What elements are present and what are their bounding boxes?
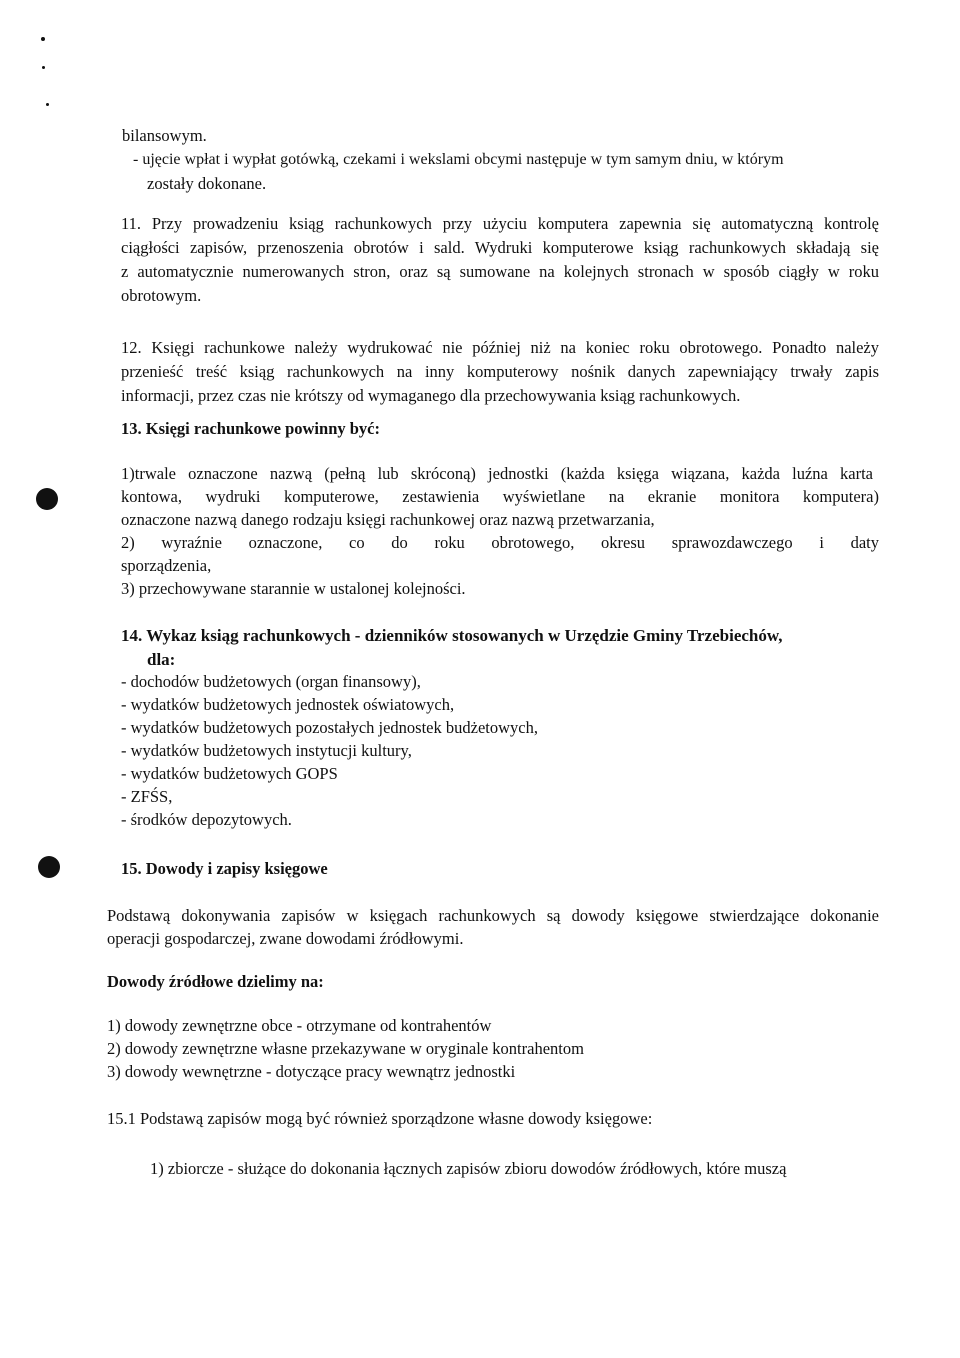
section-15-heading: 15. Dowody i zapisy księgowe <box>121 859 328 878</box>
list-item: 2) dowody zewnętrzne własne przekazywane w oryginale kontrahentom <box>107 1039 584 1058</box>
section-14-heading: 14. Wykaz ksiąg rachunkowych - dzienników stosowanych w Urzędzie Gminy Trzebiechów, <box>121 626 783 645</box>
binder-hole-icon <box>36 488 58 510</box>
intro-line: - ujęcie wpłat i wypłat gotówką, czekami i wekslami obcymi następuje w tym samym dniu, w którym <box>133 151 784 168</box>
section-15-1-item: 1) zbiorcze - służące do dokonania łącznych zapisów zbioru dowodów źródłowych, które muszą <box>150 1159 787 1178</box>
section-12-line: przenieść treść ksiąg rachunkowych na inny komputerowy nośnik danych zapewniający trwały zapis <box>121 362 879 381</box>
section-15-paragraph: Podstawą dokonywania zapisów w księgach rachunkowych są dowody księgowe stwierdzające dokonanie <box>107 906 879 925</box>
section-13-heading: 13. Księgi rachunkowe powinny być: <box>121 419 380 438</box>
intro-line: zostały dokonane. <box>147 174 267 193</box>
list-item: - wydatków budżetowych instytucji kultury, <box>121 741 412 760</box>
section-13-item-1: kontowa, wydruki komputerowe, zestawienia wyświetlane na ekranie monitora komputera) <box>121 487 879 506</box>
section-13-item-2: 2) wyraźnie oznaczone, co do roku obrotowego, okresu sprawozdawczego i daty <box>121 533 879 552</box>
section-13-item-1: 1)trwale oznaczone nazwą (pełną lub skróconą) jednostki (każda księga wiązana, każda luźna karta <box>121 464 873 483</box>
section-13-item-2: sporządzenia, <box>121 556 212 575</box>
list-item: - wydatków budżetowych GOPS <box>121 764 338 783</box>
list-item: - dochodów budżetowych (organ finansowy), <box>121 672 421 691</box>
list-item: - wydatków budżetowych pozostałych jednostek budżetowych, <box>121 718 538 737</box>
section-11-line: z automatycznie numerowanych stron, oraz są sumowane na kolejnych stronach w sposób ciągły w roku <box>121 262 879 281</box>
list-item: - ZFŚS, <box>121 787 173 806</box>
binder-hole-icon <box>38 856 60 878</box>
section-11-line: 11. Przy prowadzeniu ksiąg rachunkowych przy użyciu komputera zapewnia się automatyczną kontrolę <box>121 214 879 233</box>
section-12-line: informacji, przez czas nie krótszy od wymaganego dla przechowywania ksiąg rachunkowych. <box>121 386 741 405</box>
list-item: - wydatków budżetowych jednostek oświatowych, <box>121 695 455 714</box>
section-12-line: 12. Księgi rachunkowe należy wydrukować nie później niż na koniec roku obrotowego. Ponadto należy <box>121 338 879 357</box>
section-13-item-1: oznaczone nazwą danego rodzaju księgi rachunkowej oraz nazwą przetwarzania, <box>121 510 655 529</box>
section-13-item-3: 3) przechowywane starannie w ustalonej kolejności. <box>121 579 466 598</box>
section-15-subheading: Dowody źródłowe dzielimy na: <box>107 972 324 991</box>
section-11-line: ciągłości zapisów, przenoszenia obrotów i sald. Wydruki komputerowe ksiąg rachunkowych składają się <box>121 238 879 257</box>
section-14-heading: dla: <box>147 650 176 669</box>
section-15-1-heading: 15.1 Podstawą zapisów mogą być również sporządzone własne dowody księgowe: <box>107 1109 653 1128</box>
scan-speck <box>41 37 45 41</box>
list-item: - środków depozytowych. <box>121 810 292 829</box>
section-15-paragraph: operacji gospodarczej, zwane dowodami źródłowymi. <box>107 929 464 948</box>
scan-speck <box>42 66 45 69</box>
list-item: 1) dowody zewnętrzne obce - otrzymane od kontrahentów <box>107 1016 492 1035</box>
section-11-line: obrotowym. <box>121 286 202 305</box>
scan-speck <box>46 103 49 106</box>
list-item: 3) dowody wewnętrzne - dotyczące pracy wewnątrz jednostki <box>107 1062 516 1081</box>
intro-line: bilansowym. <box>122 126 207 145</box>
